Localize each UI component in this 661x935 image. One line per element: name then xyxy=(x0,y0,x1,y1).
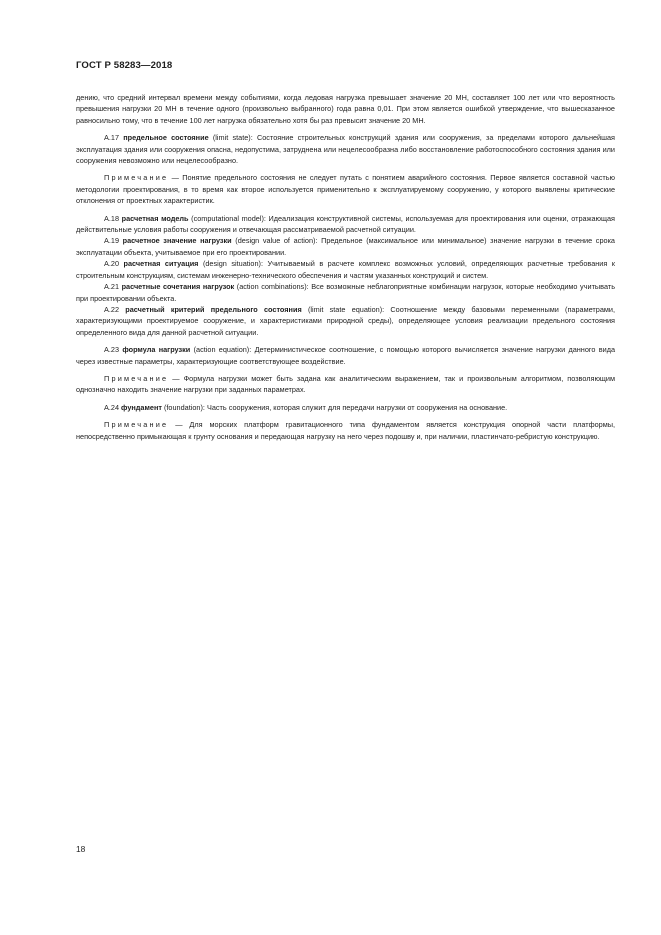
term: расчетная модель xyxy=(121,213,189,223)
page-number: 18 xyxy=(76,844,86,854)
note-3 xyxy=(76,419,615,442)
term: предельное состояние xyxy=(123,133,209,143)
term: фундамент xyxy=(121,402,162,412)
note-2 xyxy=(76,373,615,396)
clause-number: А.24 xyxy=(104,402,120,412)
clause-number: А.21 xyxy=(104,282,120,292)
clause-number: А.19 xyxy=(104,236,120,246)
note-text: — Формула нагрузки может быть задана как аналитическим выражением, так и произвольным алгоритмом, позволяющим однозначно находить значение нагрузки при заданных параметрах. xyxy=(76,373,616,395)
term: расчетная ситуация xyxy=(123,259,199,269)
clause-number: А.20 xyxy=(104,259,120,269)
definition-text: (action combinations): Все возможные неблагоприятные комбинации нагрузок, которые необходимо учитывать при проектировании объекта. xyxy=(76,282,615,303)
definition-a23 xyxy=(76,344,615,367)
document-body xyxy=(76,92,615,442)
intro-paragraph: дению, что средний интервал времени между событиями, когда ледовая нагрузка превышает значение 20 МН, составляет 100 лет или что вероятность превышения нагрузки 20 МН в течение одного (произвольно выбранного) года равна 0,01. При этом является ошибкой утверждение, что вышесказанное равносильно тому, что в течение 100 лет нагрузка обязательно хотя бы раз превысит значение 20 МН. xyxy=(76,93,615,125)
definition-text: (computational model): Идеализация конструктивной системы, используемая для проектирования или оценки, отражающая действительные условия работы сооружения и отвечающая рассматриваемой расчетной ситуации. xyxy=(76,213,615,235)
definition-text: (design situation): Учитываемый в расчете комплекс возможных условий, определяющих расчетные требования к строительным конструкциям, системам инженерно-технического обеспечения и частям указанных конструкций и систем. xyxy=(76,259,615,280)
clause-number: А.18 xyxy=(104,213,120,223)
note-text: — Для морских платформ гравитационного типа фундаментом является конструкция опорной части платформы, непосредственно примыкающая к грунту основания и передающая нагрузку на него через подошву и, при наличии, пластинчато-ребристую конструкцию. xyxy=(76,420,615,441)
note-1 xyxy=(76,172,615,206)
definition-text: (limit state): Состояние строительных конструкций здания или сооружения, за пределами которого дальнейшая эксплуатация здания или сооружения опасна, недопустима, затруднена или нецелесообразна либо восстановление работоспособного состояния здания или сооружения невозможно или нецелесообразно. xyxy=(76,133,615,166)
clause-number: А.22 xyxy=(104,304,120,314)
term: формула нагрузки xyxy=(122,345,191,355)
definition-a20 xyxy=(76,258,615,281)
note-text: — Понятие предельного состояния не следует путать с понятием аварийного состояния. Первое является составной частью методологии проектирования, в то время как второе используется применительно к эксплуатируемому сооружению, у которого выявлены критические отклонения от проектных характеристик. xyxy=(76,173,616,206)
clause-number: А.23 xyxy=(104,345,120,355)
definition-text: (design value of action): Предельное (максимальное или минимальное) значение нагрузки в течение срока эксплуатации объекта, учитываемое при его проектировании. xyxy=(76,236,615,257)
definition-a22 xyxy=(76,304,615,338)
term: расчетный критерий предельного состояния xyxy=(125,304,302,314)
note-label: Примечание xyxy=(104,173,169,183)
definition-a18 xyxy=(76,213,615,236)
term: расчетные сочетания нагрузок xyxy=(121,282,235,292)
standard-header: ГОСТ Р 58283—2018 xyxy=(76,60,173,71)
definition-a24 xyxy=(76,402,615,413)
definition-a21 xyxy=(76,281,615,304)
note-label: Примечание xyxy=(104,373,169,383)
note-label: Примечание xyxy=(104,420,169,430)
term: расчетное значение нагрузки xyxy=(122,236,232,246)
definition-text: (action equation): Детерминистическое соотношение, с помощью которого вычисляется значение нагрузки данного вида через известные параметры, характеризующие соответствующее воздействие. xyxy=(76,345,616,366)
definition-a19 xyxy=(76,235,615,258)
definition-text: (limit state equation): Соотношение между базовыми переменными (параметрами, характеризующими проектируемое сооружение, и характеристиками природной среды), определяющее условия реализации предельного состояния определенного вида для данной расчетной ситуации. xyxy=(76,304,616,337)
clause-number: А.17 xyxy=(104,133,120,143)
definition-text: (foundation): Часть сооружения, которая служит для передачи нагрузки от сооружения на основание. xyxy=(163,402,508,412)
definition-a17 xyxy=(76,132,615,166)
